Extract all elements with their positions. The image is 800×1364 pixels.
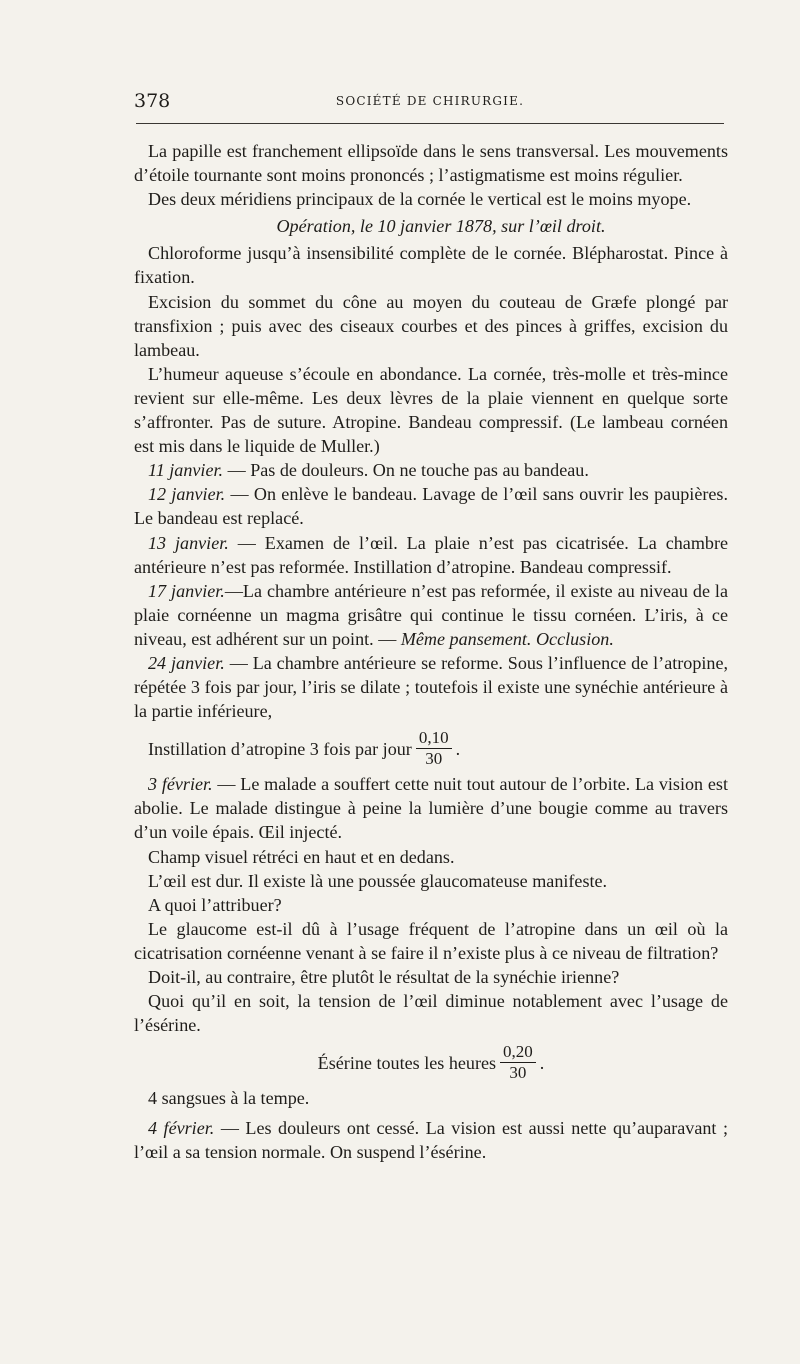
eserine-denominator: 30 [509,1063,527,1083]
entry-12-janvier [134,482,728,530]
paragraph-papille: La papille est franchement ellipsoïde dans le sens transversal. Les mouvements d’étoile tournante sont moins prononcés ; l’astigmatisme est moins régulier. [134,141,728,186]
text-24-janvier: — La chambre antérieure se reforme. Sous l’influence de l’atropine, répétée 3 fois par jour, l’iris se dilate ; toutefois il existe une synéchie antérieure à la partie inférieure, [134,652,729,722]
instillation-period: . [455,738,461,759]
paragraph-meridiens: Des deux méridiens principaux de la cornée le vertical est le moins myope. [148,189,692,210]
page-header [132,90,728,114]
text-3-fevrier: — Le malade a souffert cette nuit tout autour de l’orbite. La vision est abolie. Le malade distingue à peine la lumière d’une bougie comme au travers d’un voile épais. Œil injecté. [134,774,728,843]
entry-17-janvier [134,579,728,651]
page-number: 378 [134,90,171,112]
instillation-denominator: 30 [425,749,443,769]
entry-24-janvier [134,651,728,723]
text-17-janvier: —La chambre antérieure n’est pas reformée, il existe au niveau de la plaie cornéenne un magma grisâtre qui continue le tissu cornéen. L’iris, à ce niveau, est adhérent sur un point. — [134,580,728,649]
operation-heading: Opération, le 10 janvier 1878, sur l’œil droit. [276,216,606,237]
date-4-fevrier: 4 février. [148,1118,215,1139]
eserine-numerator: 0,20 [500,1043,536,1063]
date-13-janvier: 13 janvier. [148,532,229,553]
paragraph-tension: Quoi qu’il en soit, la tension de l’œil diminue notablement avec l’usage de l’ésérine. [134,991,728,1036]
date-11-janvier: 11 janvier. [148,460,224,481]
page-body [134,139,728,1165]
eserine-period: . [539,1052,545,1073]
text-11-janvier: — Pas de douleurs. On ne touche pas au bandeau. [223,460,589,481]
paragraph-excision: Excision du sommet du cône au moyen du couteau de Græfe plongé par transfixion ; puis avec des ciseaux courbes et des pinces à griffes, excision du lambeau. [134,291,728,360]
text-12-janvier: — On enlève le bandeau. Lavage de l’œil sans ouvrir les paupières. Le bandeau est replacé. [134,484,728,529]
text-13-janvier: — Examen de l’œil. La plaie n’est pas cicatrisée. La chambre antérieure n’est pas reformée. Instillation d’atropine. Bandeau compressif. [134,532,729,577]
paragraph-attribuer: A quoi l’attribuer? [148,894,282,915]
instillation-fraction [416,729,452,768]
paragraph-glaucome: Le glaucome est-il dû à l’usage fréquent de l’atropine dans un œil où la cicatrisation cornéenne venant à se faire il n’existe plus à ce niveau de filtration? [134,918,728,963]
paragraph-synechie: Doit-il, au contraire, être plutôt le résultat de la synéchie irienne? [148,967,620,987]
running-title: SOCIÉTÉ DE CHIRURGIE. [335,94,525,108]
paragraph-oeil-dur: L’œil est dur. Il existe là une poussée glaucomateuse manifeste. [148,870,608,891]
date-24-janvier: 24 janvier. [148,652,225,673]
instillation-text: Instillation d’atropine 3 fois par jour [148,738,412,759]
date-17-janvier: 17 janvier. [148,580,225,601]
text-17-janvier-end: Même pansement. Occlusion. [400,628,614,649]
text-4-fevrier: — Les douleurs ont cessé. La vision est aussi nette qu’auparavant ; l’œil a sa tension normale. On suspend l’ésérine. [134,1118,728,1163]
eserine-formula [134,1043,728,1082]
entry-3-fevrier [134,772,728,844]
instillation-numerator: 0,10 [416,729,452,749]
date-3-fevrier: 3 février. [148,774,213,795]
header-rule [136,123,724,124]
eserine-fraction [500,1043,536,1082]
paragraph-humeur: L’humeur aqueuse s’écoule en abondance. La cornée, très-molle et très-mince revient sur elle-même. Les deux lèvres de la plaie viennent en quelque sorte s’affronter. Pas de suture. Atropine. Bandeau compressif. (Le lambeau cornéen est mis dans le liquide de Muller.) [134,363,728,457]
entry-4-fevrier [134,1116,728,1164]
paragraph-sangsues: 4 sangsues à la tempe. [148,1088,310,1109]
date-12-janvier: 12 janvier. [148,484,226,505]
paragraph-champ: Champ visuel rétréci en haut et en dedans. [148,846,455,867]
eserine-text: Ésérine toutes les heures [317,1052,497,1073]
entry-13-janvier [134,531,728,579]
instillation-formula [148,729,728,768]
paragraph-chloroforme: Chloroforme jusqu’à insensibilité complète de le cornée. Blépharostat. Pince à fixation. [134,243,728,288]
entry-11-janvier [134,458,728,482]
